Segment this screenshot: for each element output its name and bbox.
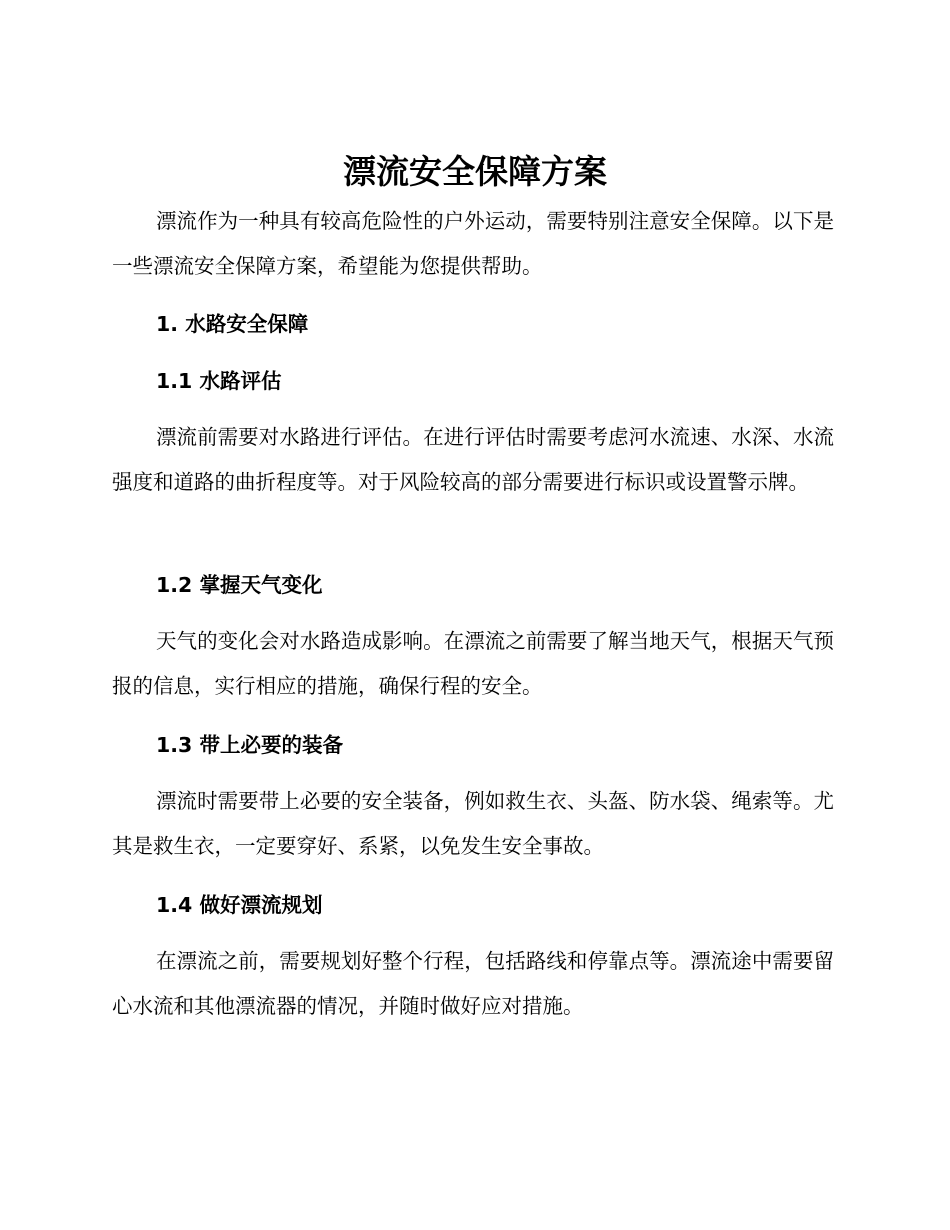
subsection-heading-equipment: 1.3 带上必要的装备 <box>156 733 343 757</box>
paragraph-equipment: 漂流时需要带上必要的安全装备，例如救生衣、头盔、防水袋、绳索等。尤其是救生衣，一定要穿好、系紧，以免发生安全事故。 <box>112 789 834 858</box>
intro-paragraph: 漂流作为一种具有较高危险性的户外运动，需要特别注意安全保障。以下是一些漂流安全保障方案，希望能为您提供帮助。 <box>112 209 834 278</box>
section-heading-water-safety: 1. 水路安全保障 <box>156 312 309 336</box>
subsection-heading-planning: 1.4 做好漂流规划 <box>156 893 323 917</box>
paragraph-weather: 天气的变化会对水路造成影响。在漂流之前需要了解当地天气，根据天气预报的信息，实行相应的措施，确保行程的安全。 <box>112 629 834 698</box>
subsection-heading-route-assessment: 1.1 水路评估 <box>156 369 282 393</box>
paragraph-route-assessment: 漂流前需要对水路进行评估。在进行评估时需要考虑河水流速、水深、水流强度和道路的曲折程度等。对于风险较高的部分需要进行标识或设置警示牌。 <box>112 425 834 494</box>
document-title: 漂流安全保障方案 <box>343 152 607 191</box>
paragraph-planning: 在漂流之前，需要规划好整个行程，包括路线和停靠点等。漂流途中需要留心水流和其他漂流器的情况，并随时做好应对措施。 <box>112 949 834 1018</box>
subsection-heading-weather: 1.2 掌握天气变化 <box>156 573 323 597</box>
